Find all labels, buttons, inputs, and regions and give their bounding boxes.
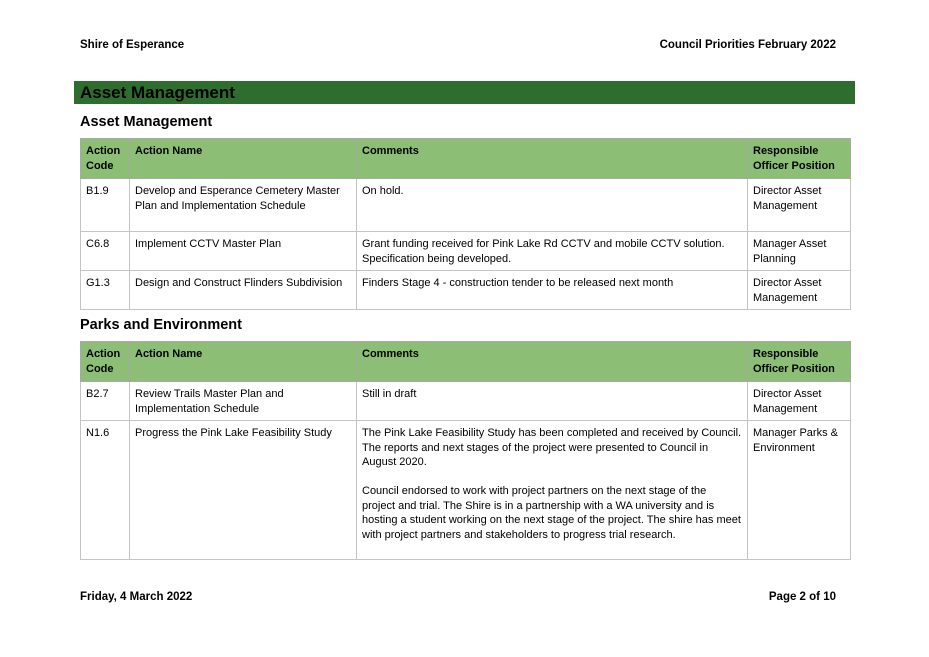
column-header-officer: Responsible Officer Position xyxy=(748,342,851,382)
section-banner: Asset Management xyxy=(74,81,855,104)
table-row xyxy=(81,382,851,421)
page-number: Page 2 of 10 xyxy=(768,591,836,603)
action-name: Review Trails Master Plan and Implementation Schedule xyxy=(130,382,357,421)
section-title-asset-management: Asset Management xyxy=(80,114,213,130)
responsible-officer: Director Asset Management xyxy=(748,179,851,232)
comment-paragraph: Council endorsed to work with project partners on the next stage of the project and trial. The Shire is in a partnership with a WA university and is hosting a student working on the next stage of the project. The shire has meet with project partners and stakeholders to progress trial research. xyxy=(362,485,741,541)
action-name: Design and Construct Flinders Subdivision xyxy=(130,271,357,310)
column-header-action-code: Action Code xyxy=(81,342,130,382)
table-row xyxy=(81,232,851,271)
footer-date: Friday, 4 March 2022 xyxy=(80,591,193,603)
column-header-comments: Comments xyxy=(357,139,748,179)
action-code: B1.9 xyxy=(81,179,130,232)
table-header-row xyxy=(81,342,851,382)
comments: Grant funding received for Pink Lake Rd CCTV and mobile CCTV solution. Specification being developed. xyxy=(357,232,748,271)
comments: Still in draft xyxy=(357,382,748,421)
responsible-officer: Manager Parks & Environment xyxy=(748,421,851,560)
action-name: Progress the Pink Lake Feasibility Study xyxy=(130,421,357,560)
table-row xyxy=(81,179,851,232)
column-header-action-name: Action Name xyxy=(130,342,357,382)
action-code: B2.7 xyxy=(81,382,130,421)
responsible-officer: Director Asset Management xyxy=(748,382,851,421)
action-name: Implement CCTV Master Plan xyxy=(130,232,357,271)
comments xyxy=(357,421,748,560)
comments: Finders Stage 4 - construction tender to be released next month xyxy=(357,271,748,310)
column-header-comments: Comments xyxy=(357,342,748,382)
section-title-parks-environment: Parks and Environment xyxy=(80,317,242,333)
column-header-action-name: Action Name xyxy=(130,139,357,179)
column-header-action-code: Action Code xyxy=(81,139,130,179)
action-name: Develop and Esperance Cemetery Master Plan and Implementation Schedule xyxy=(130,179,357,232)
action-code: N1.6 xyxy=(81,421,130,560)
action-code: C6.8 xyxy=(81,232,130,271)
parks-environment-table xyxy=(80,341,851,560)
responsible-officer: Manager Asset Planning xyxy=(748,232,851,271)
header-organisation: Shire of Esperance xyxy=(80,39,185,51)
table-header-row xyxy=(81,139,851,179)
comment-paragraph: The Pink Lake Feasibility Study has been completed and received by Council. The reports and next stages of the project were presented to Council in August 2020. xyxy=(362,427,742,468)
header-document-title: Council Priorities February 2022 xyxy=(659,39,836,51)
asset-management-table xyxy=(80,138,851,310)
column-header-officer: Responsible Officer Position xyxy=(748,139,851,179)
comments: On hold. xyxy=(357,179,748,232)
table-row xyxy=(81,271,851,310)
responsible-officer: Director Asset Management xyxy=(748,271,851,310)
action-code: G1.3 xyxy=(81,271,130,310)
table-row xyxy=(81,421,851,560)
